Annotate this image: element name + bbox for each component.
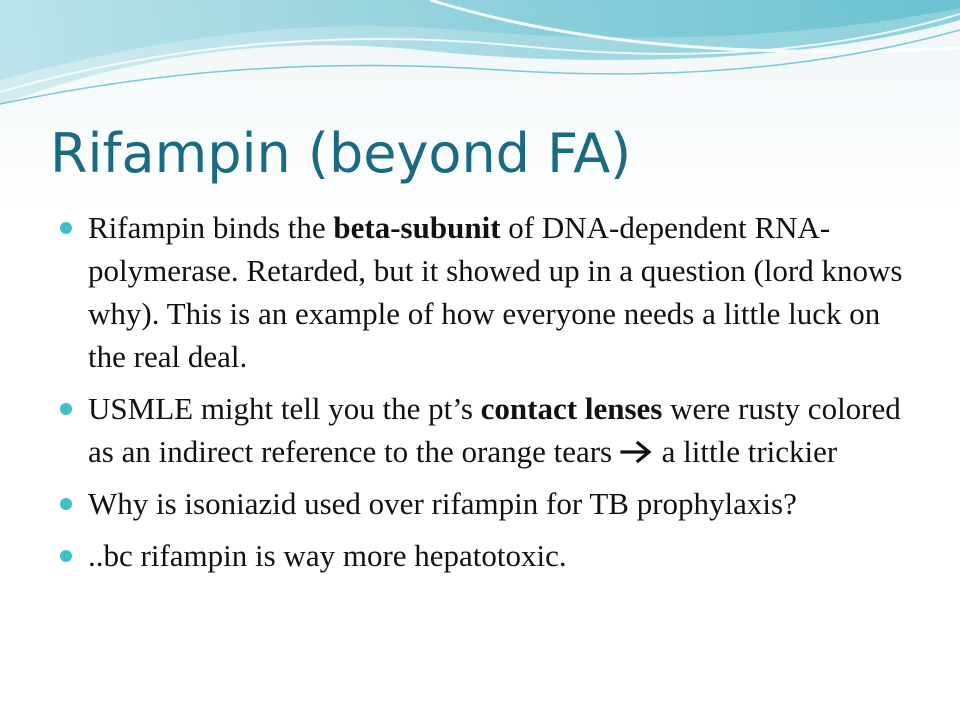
bullet-text-post: were rusty colored as an indirect reference to the orange tears: [88, 391, 901, 469]
bullet-text-tail: a little trickier: [653, 434, 838, 469]
bullet-text-bold: beta-subunit: [333, 210, 501, 245]
bullet-text-bold: contact lenses: [480, 391, 663, 426]
slide-title: Rifampin (beyond FA): [50, 122, 632, 185]
bullet-text-post: of DNA-dependent RNA-polymerase. Retarded, but it showed up in a question (lord knows why). This is an example of how everyone needs a little luck on the real deal.: [88, 210, 903, 374]
bullet-dot-icon: [60, 550, 72, 562]
right-arrow-icon: [620, 440, 654, 464]
header-wave-decoration: [0, 0, 960, 120]
bullet-text-pre: USMLE might tell you the pt’s: [88, 391, 481, 426]
bullet-text: ..bc rifampin is way more hepatotoxic.: [88, 538, 567, 573]
bullet-item: [60, 206, 910, 378]
bullet-dot-icon: [60, 403, 72, 415]
bullet-text-pre: Rifampin binds the: [88, 210, 334, 245]
bullet-dot-icon: [60, 498, 72, 510]
bullet-text: Why is isoniazid used over rifampin for TB prophylaxis?: [88, 486, 797, 521]
bullet-item: [60, 387, 910, 473]
bullet-item: [60, 482, 910, 525]
bullet-dot-icon: [60, 222, 72, 234]
bullet-list: [60, 206, 910, 586]
bullet-item: [60, 534, 910, 577]
